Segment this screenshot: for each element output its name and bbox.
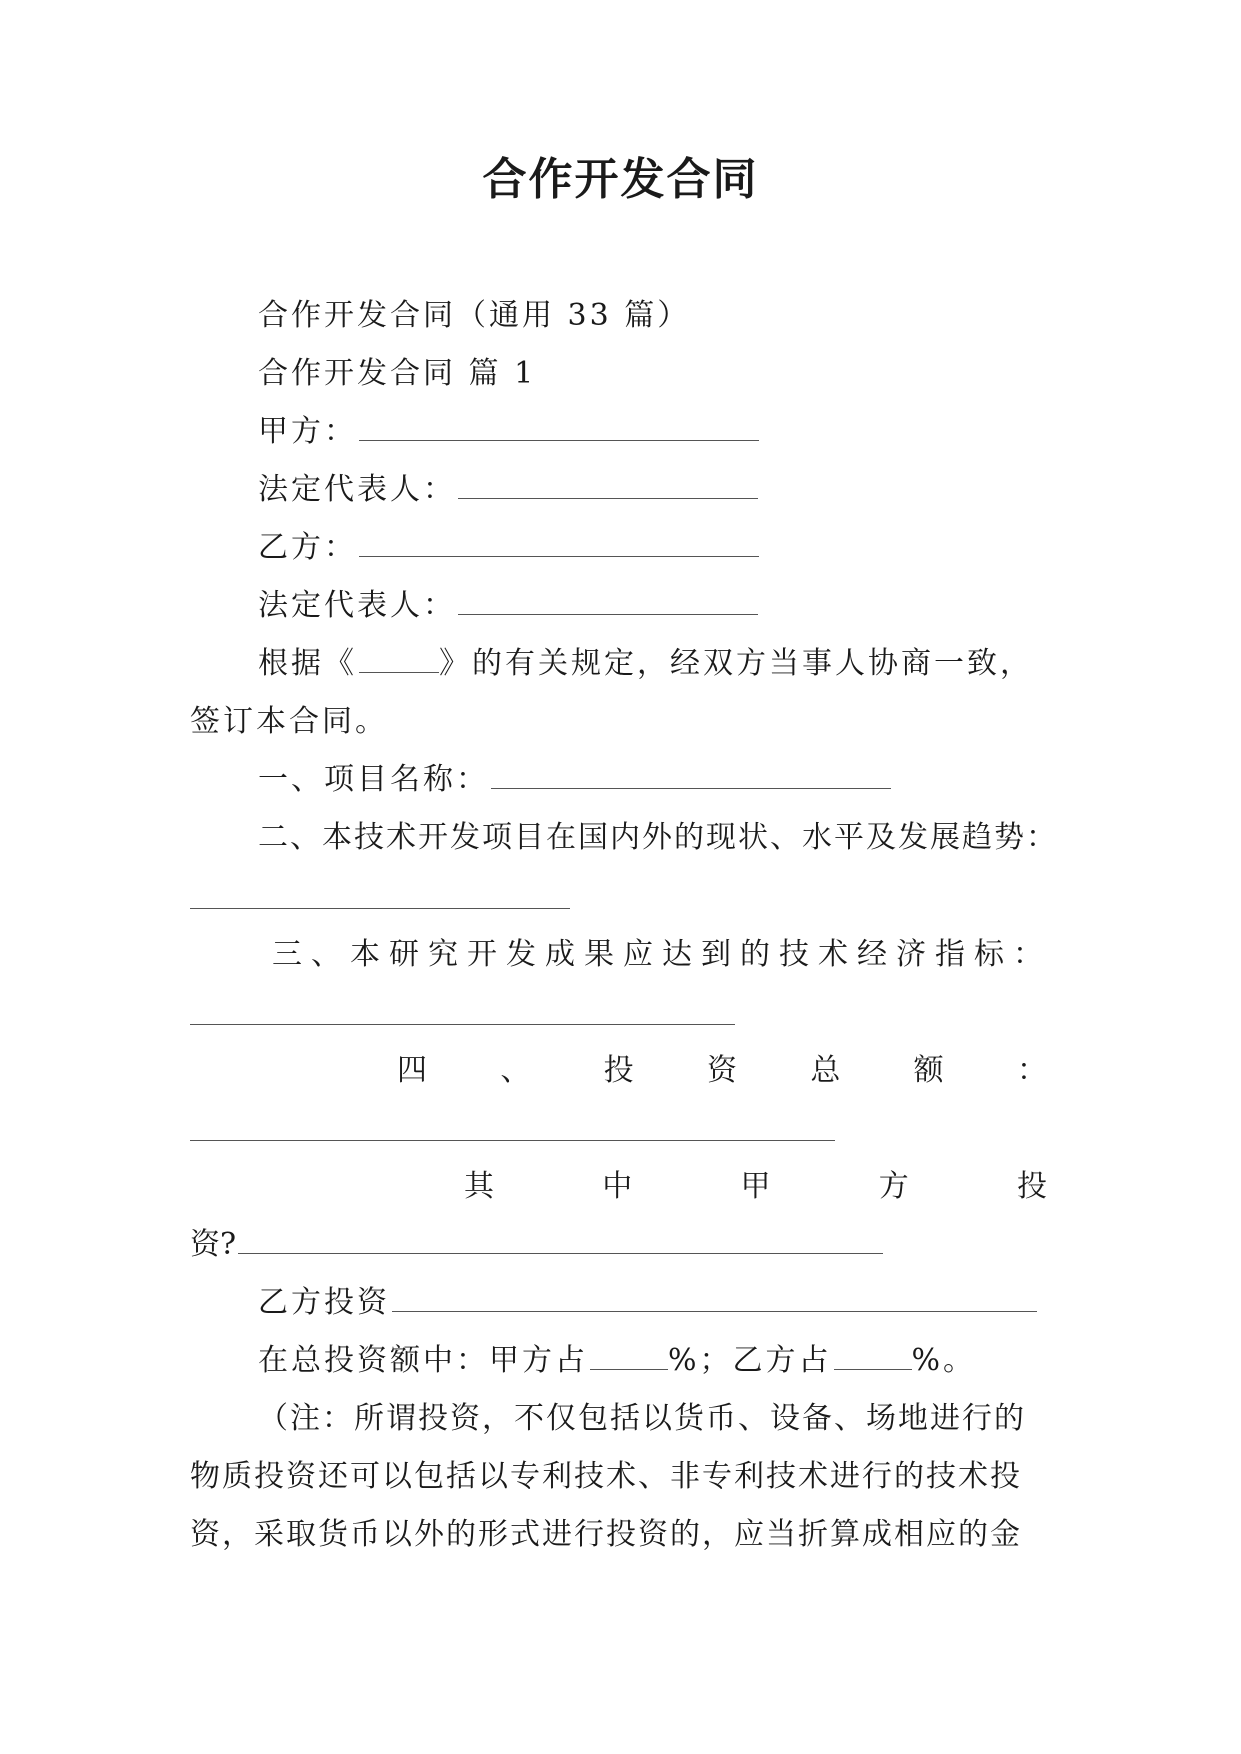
party-a-invest-line [464, 1167, 1047, 1207]
item4-blank [190, 1140, 835, 1141]
ratio-post: %。 [911, 1343, 977, 1378]
item4-char: 额 [913, 1053, 944, 1088]
party-b-line [258, 528, 759, 568]
document-title: 合作开发合同 [482, 154, 759, 205]
document-heading: 合作开发合同（通用 33 篇） [258, 298, 691, 333]
item4-line [397, 1051, 1047, 1091]
party-a-blank [359, 414, 759, 441]
item4b-char: 其 [464, 1169, 494, 1204]
item2-label: 二、本技术开发项目在国内外的现状、水平及发展趋势： [258, 820, 1058, 855]
item4-char: 四 [397, 1053, 427, 1088]
party-b-invest-label: 乙方投资 [258, 1285, 390, 1320]
item4b-char: 方 [878, 1169, 909, 1204]
party-b-rep-line [258, 586, 758, 626]
party-a-invest-blank [238, 1227, 883, 1254]
party-a-invest-label: 资? [190, 1227, 237, 1262]
item2-blank [190, 908, 570, 909]
item4b-char: 投 [1017, 1169, 1047, 1204]
note-line-2: 物质投资还可以包括以专利技术、非专利技术进行的技术投 [190, 1459, 1022, 1494]
party-a-rep-label: 法定代表人： [258, 472, 456, 507]
item4-char: 资 [706, 1053, 737, 1088]
item3-blank [190, 1024, 735, 1025]
item3-label: 三、本研究开发成果应达到的技术经济指标： [272, 937, 1052, 972]
party-b-ratio-blank [834, 1343, 912, 1370]
item1-blank [491, 762, 891, 789]
intro-line-1 [258, 644, 1033, 684]
item4b-char: 甲 [740, 1169, 771, 1204]
party-b-invest-line [258, 1283, 1037, 1323]
intro-pre: 根据《 [258, 646, 357, 681]
ratio-mid: %；乙方占 [668, 1343, 832, 1378]
party-b-rep-blank [458, 588, 758, 615]
item4-char: 、 [500, 1053, 531, 1088]
ratio-pre: 在总投资额中：甲方占 [258, 1343, 588, 1378]
intro-line-2: 签订本合同。 [190, 704, 388, 739]
item4-char: 投 [603, 1053, 634, 1088]
item4-char: 总 [810, 1053, 841, 1088]
item1-line [258, 760, 891, 800]
party-a-label: 甲方： [258, 414, 357, 449]
party-a-rep-blank [458, 472, 758, 499]
law-name-blank [359, 646, 439, 673]
party-a-line [258, 412, 759, 452]
party-b-label: 乙方： [258, 530, 357, 565]
party-b-rep-label: 法定代表人： [258, 588, 456, 623]
note-line-1: （注：所谓投资，不仅包括以货币、设备、场地进行的 [258, 1401, 1026, 1436]
intro-post: 》的有关规定，经双方当事人协商一致， [439, 646, 1033, 681]
party-a-rep-line [258, 470, 758, 510]
party-b-invest-blank [392, 1285, 1037, 1312]
item4b-char: 中 [602, 1169, 633, 1204]
ratio-line [258, 1341, 976, 1381]
item1-label: 一、项目名称： [258, 762, 489, 797]
section-heading: 合作开发合同 篇 1 [258, 356, 537, 391]
party-a-ratio-blank [590, 1343, 668, 1370]
item4-char: ： [1016, 1053, 1047, 1088]
note-line-3: 资，采取货币以外的形式进行投资的，应当折算成相应的金 [190, 1517, 1022, 1552]
party-b-blank [359, 530, 759, 557]
party-a-invest-line-2 [190, 1225, 883, 1265]
